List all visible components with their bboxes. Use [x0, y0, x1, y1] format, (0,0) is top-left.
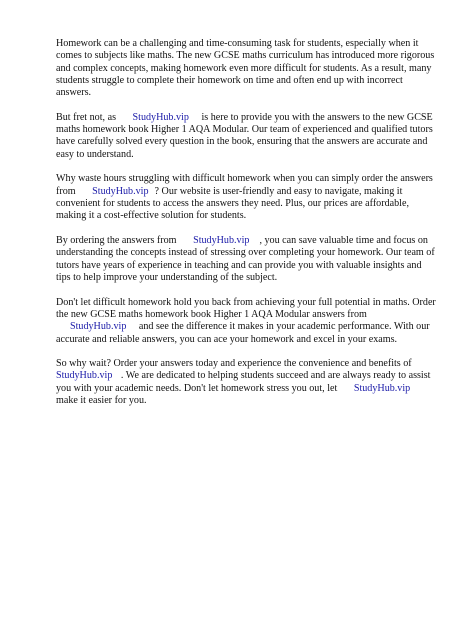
studyhub-link[interactable]: StudyHub.vip [92, 185, 149, 197]
paragraph-why-waste [56, 173, 436, 222]
paragraph-answers [56, 112, 436, 161]
paragraph-text: By ordering the answers from [56, 235, 177, 247]
studyhub-link[interactable]: StudyHub.vip [56, 370, 113, 382]
paragraph-text: Homework can be a challenging and time-consuming task for students, especially when it comes to subjects like maths. The new GCSE maths curriculum has introduced more rigorous and complex concepts, making homework even more difficult for students. As a result, many students struggle to complete their homework on time and often end up with incorrect answers. [56, 38, 435, 99]
studyhub-link[interactable]: StudyHub.vip [70, 321, 127, 333]
paragraph-conclusion [56, 358, 436, 407]
studyhub-link[interactable]: StudyHub.vip [193, 235, 250, 247]
paragraph-text: is here to provide you with the answers to the new GCSE maths homework book Higher 1 AQA Modular. Our team of experienced and qualified tutors have carefully solved every question in the book, ensuring that the answers are accurate and easy to understand. [56, 111, 433, 160]
paragraph-text: But fret not, as [56, 111, 116, 123]
paragraph-text: . We are dedicated to helping students succeed and are always ready to assist you with your academic needs. Don't let homework stress you out, let [56, 370, 431, 394]
paragraph-text: , you can save valuable time and focus on understanding the concepts instead of stressing over completing your homework. Our team of tutors have years of experience in teaching and can provide you with valuable insights and tips to help improve your understanding of the subject. [56, 235, 435, 283]
paragraph-ordering [56, 235, 436, 284]
paragraph-text: ? Our website is user-friendly and easy to navigate, making it convenient for students to access the answers they need. Plus, our prices are affordable, making it a cost-effective solution for students. [56, 185, 409, 222]
paragraph-text: So why wait? Order your answers today and experience the convenience and benefits of [56, 358, 412, 370]
paragraph-text: and see the difference it makes in your academic performance. With our accurate and reliable answers, you can ace your homework and excel in your exams. [56, 321, 430, 345]
paragraph-intro [56, 38, 436, 99]
paragraph-text: make it easier for you. [56, 395, 147, 407]
paragraph-text: Don't let difficult homework hold you back from achieving your full potential in maths. Order the new GCSE maths homework book Higher 1 AQA Modular answers from [56, 296, 436, 320]
studyhub-link[interactable]: StudyHub.vip [132, 111, 189, 123]
studyhub-link[interactable]: StudyHub.vip [353, 382, 411, 394]
paragraph-potential [56, 297, 436, 346]
document-body [56, 38, 436, 420]
paragraph-text: Why waste hours struggling with difficult homework when you can simply order the answers from [56, 173, 433, 197]
